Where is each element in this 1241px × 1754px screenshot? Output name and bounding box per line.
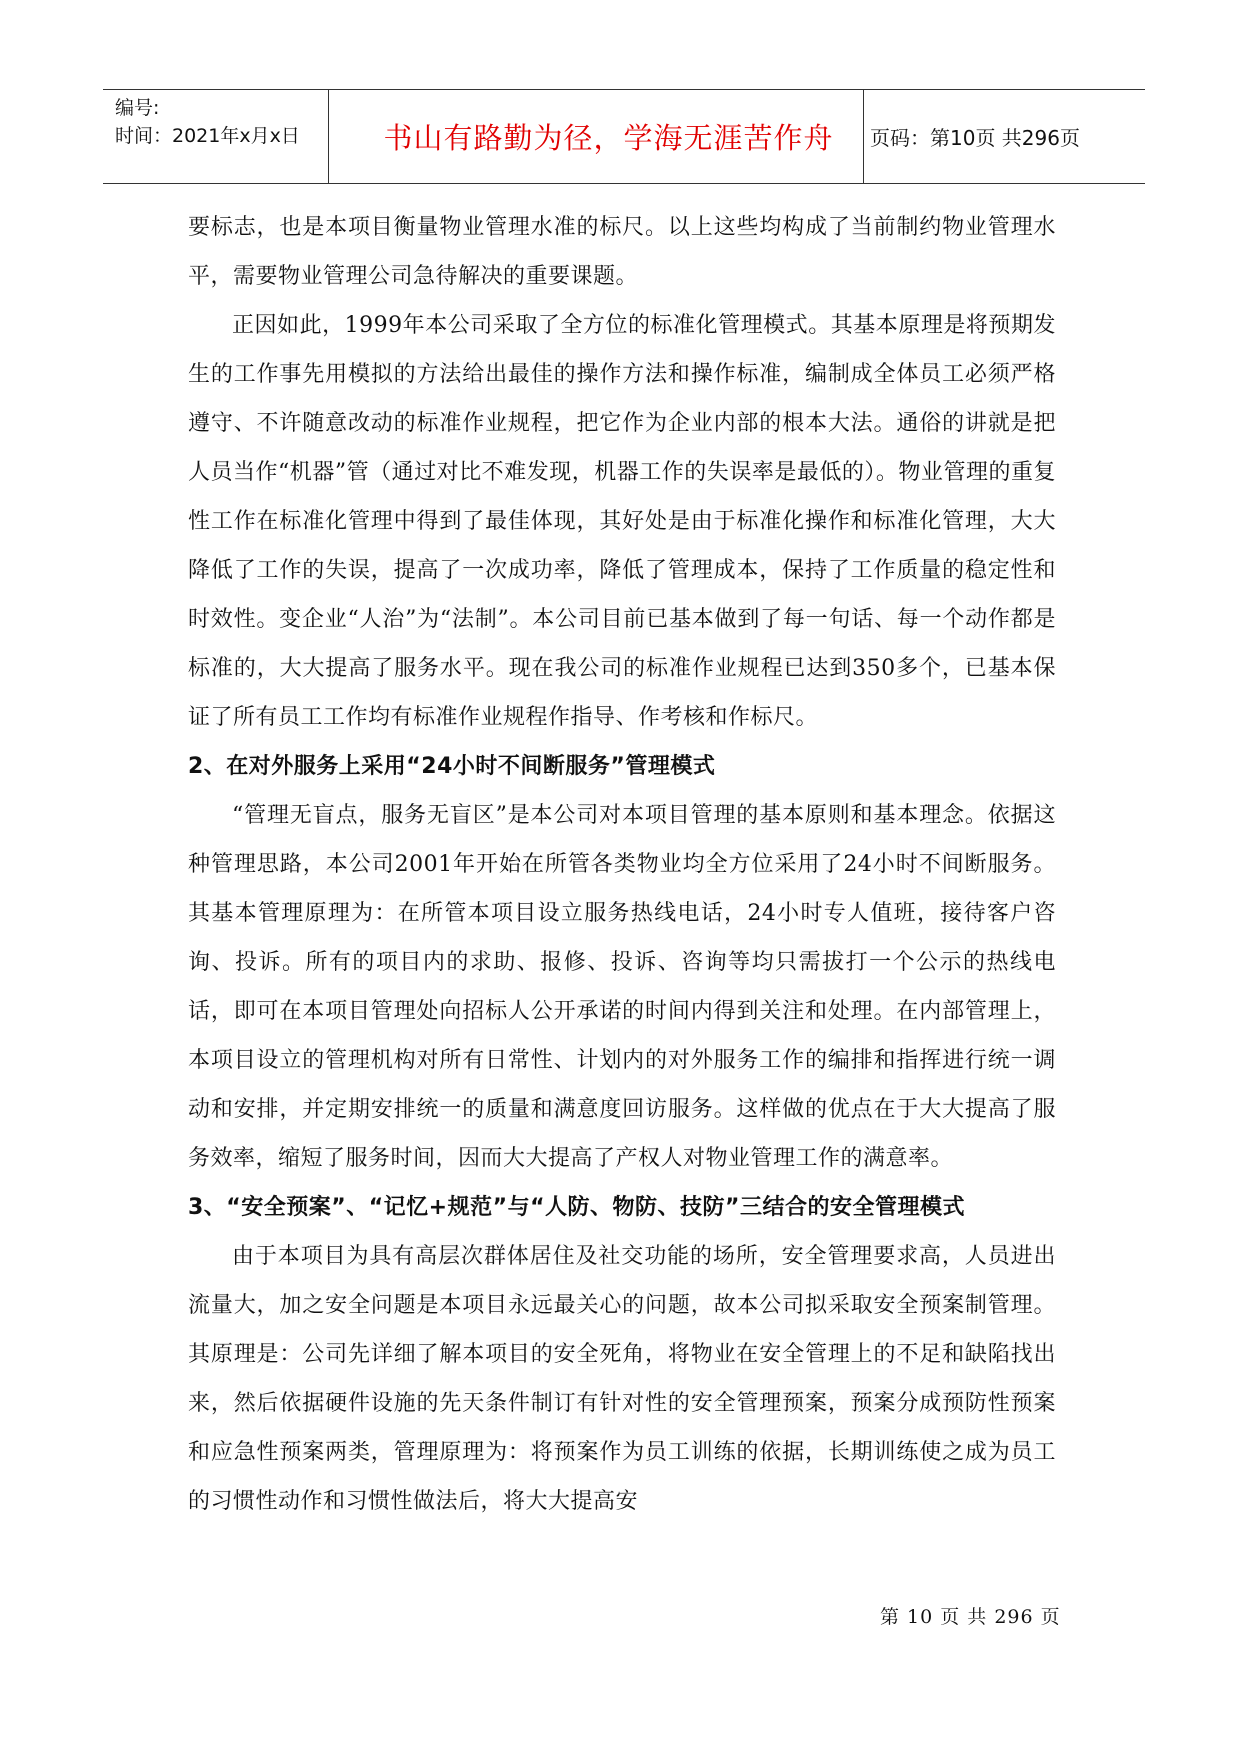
document-body: [188, 203, 1056, 1526]
paragraph: “管理无盲点，服务无盲区”是本公司对本项目管理的基本原则和基本理念。依据这种管理思路，本公司2001年开始在所管各类物业均全方位采用了24小时不间断服务。其基本管理原理为：在所管本项目设立服务热线电话，24小时专人值班，接待客户咨询、投诉。所有的项目内的求助、报修、投诉、咨询等均只需拔打一个公示的热线电话，即可在本项目管理处向招标人公开承诺的时间内得到关注和处理。在内部管理上，本项目设立的管理机构对所有日常性、计划内的对外服务工作的编排和指挥进行统一调动和安排，并定期安排统一的质量和满意度回访服务。这样做的优点在于大大提高了服务效率，缩短了服务时间，因而大大提高了产权人对物业管理工作的满意率。: [188, 803, 1056, 1171]
paragraph: 正因如此，1999年本公司采取了全方位的标准化管理模式。其基本原理是将预期发生的工作事先用模拟的方法给出最佳的操作方法和操作标准，编制成全体员工必须严格遵守、不许随意改动的标准作业规程，把它作为企业内部的根本大法。通俗的讲就是把人员当作“机器”管（通过对比不难发现，机器工作的失误率是最低的）。物业管理的重复性工作在标准化管理中得到了最佳体现，其好处是由于标准化操作和标准化管理，大大降低了工作的失误，提高了一次成功率，降低了管理成本，保持了工作质量的稳定性和时效性。变企业“人治”为“法制”。本公司目前已基本做到了每一句话、每一个动作都是标准的，大大提高了服务水平。现在我公司的标准作业规程已达到350多个，已基本保证了所有员工工作均有标准作业规程作指导、作考核和作标尺。: [188, 313, 1056, 730]
header-divider: [863, 90, 864, 183]
paragraph: 要标志，也是本项目衡量物业管理水准的标尺。以上这些均构成了当前制约物业管理水平，需要物业管理公司急待解决的重要课题。: [188, 215, 1056, 289]
document-number-label: 编号:: [115, 97, 160, 119]
document-time-label: 时间：2021年x月x日: [115, 125, 300, 147]
page-header: [103, 89, 1145, 184]
section-heading: 2、在对外服务上采用“24小时不间断服务”管理模式: [188, 754, 716, 779]
section-heading: 3、“安全预案”、“记忆+规范”与“人防、物防、技防”三结合的安全管理模式: [188, 1195, 965, 1220]
header-page-number: 页码：第10页 共296页: [870, 126, 1080, 150]
header-divider: [328, 90, 329, 183]
header-motto: 书山有路勤为径，学海无涯苦作舟: [383, 121, 834, 155]
paragraph: 由于本项目为具有高层次群体居住及社交功能的场所，安全管理要求高，人员进出流量大，加之安全问题是本项目永远最关心的问题，故本公司拟采取安全预案制管理。其原理是：公司先详细了解本项目的安全死角，将物业在安全管理上的不足和缺陷找出来，然后依据硬件设施的先天条件制订有针对性的安全管理预案，预案分成预防性预案和应急性预案两类，管理原理为：将预案作为员工训练的依据，长期训练使之成为员工的习惯性动作和习惯性做法后，将大大提高安: [188, 1244, 1056, 1514]
page-footer: 第 10 页 共 296 页: [880, 1606, 1061, 1628]
